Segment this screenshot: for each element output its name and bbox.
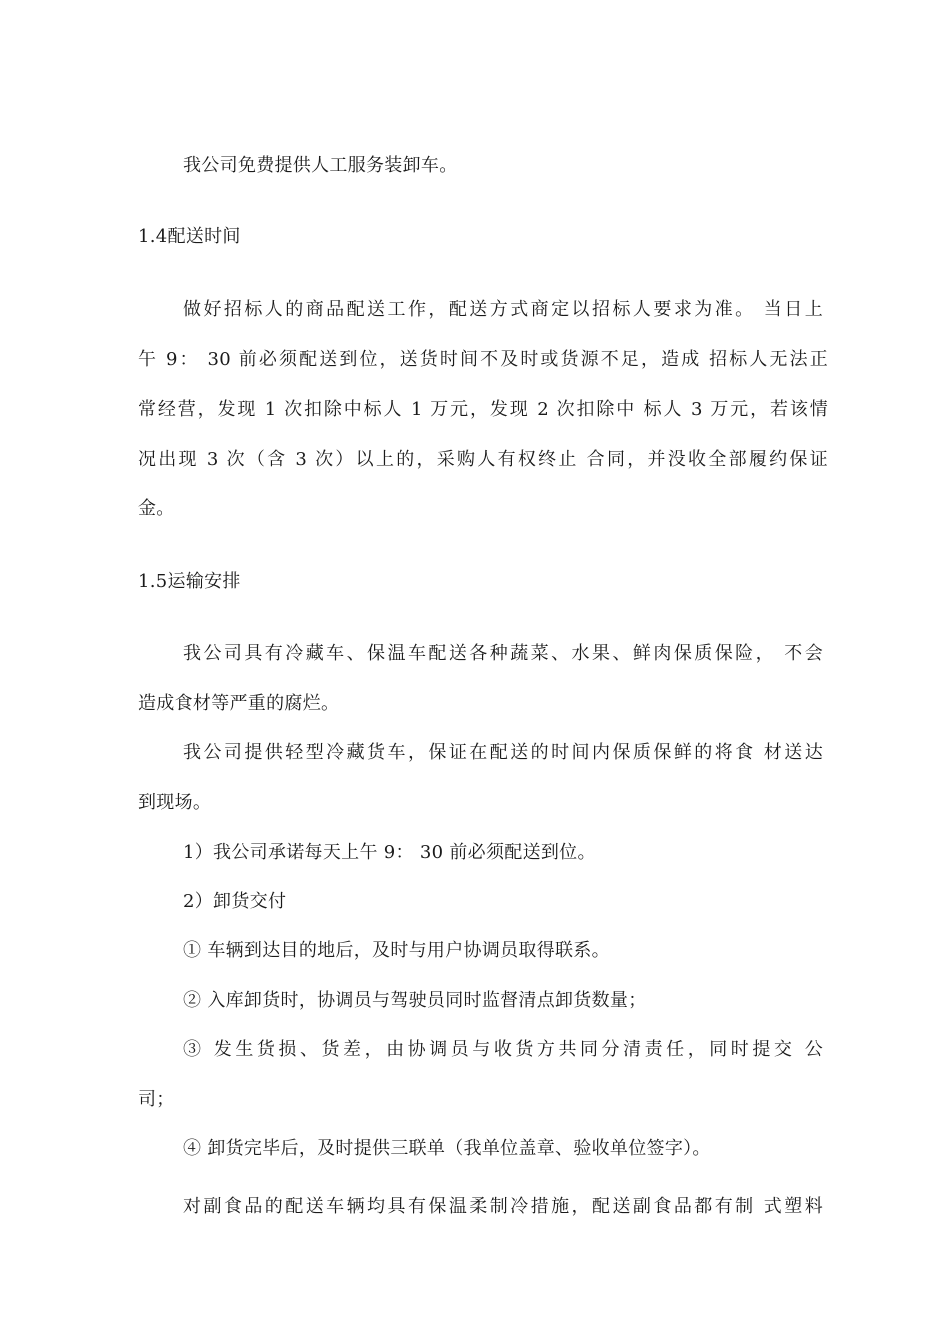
list-item: 司； [138, 1089, 175, 1110]
list-item: ④ 卸货完毕后，及时提供三联单（我单位盖章、验收单位签字）。 [183, 1138, 711, 1159]
paragraph-line: 造成食材等严重的腐烂。 [138, 693, 340, 714]
paragraph-line: 况出现 3 次（含 3 次）以上的，采购人有权终止 合同，并没收全部履约保证 [138, 449, 828, 470]
paragraph-line: 我公司具有冷藏车、保温车配送各种蔬菜、水果、鲜肉保质保险， 不会 [183, 643, 823, 664]
list-item: ② 入库卸货时，协调员与驾驶员同时监督清点卸货数量； [183, 990, 647, 1011]
paragraph-line: 午 9： 30 前必须配送到位，送货时间不及时或货源不足，造成 招标人无法正 [138, 349, 828, 370]
paragraph-line: 金。 [138, 498, 175, 519]
paragraph-line: 做好招标人的商品配送工作，配送方式商定以招标人要求为准。 当日上 [183, 299, 823, 320]
list-item: 1）我公司承诺每天上午 9： 30 前必须配送到位。 [183, 842, 596, 863]
paragraph-line: 到现场。 [138, 792, 212, 813]
paragraph-line: 常经营，发现 1 次扣除中标人 1 万元，发现 2 次扣除中 标人 3 万元，若该情 [138, 399, 828, 420]
paragraph-line: 我公司提供轻型冷藏货车，保证在配送的时间内保质保鲜的将食 材送达 [183, 742, 823, 763]
list-item: 2）卸货交付 [183, 891, 287, 912]
paragraph-line: 我公司免费提供人工服务装卸车。 [183, 155, 458, 176]
section-heading: 1.5运输安排 [138, 571, 241, 592]
paragraph-line: 对副食品的配送车辆均具有保温柔制冷措施，配送副食品都有制 式塑料 [183, 1196, 823, 1217]
list-item: ③ 发生货损、货差，由协调员与收货方共同分清责任，同时提交 公 [183, 1039, 823, 1060]
list-item: ① 车辆到达目的地后，及时与用户协调员取得联系。 [183, 940, 610, 961]
section-heading: 1.4配送时间 [138, 226, 241, 247]
